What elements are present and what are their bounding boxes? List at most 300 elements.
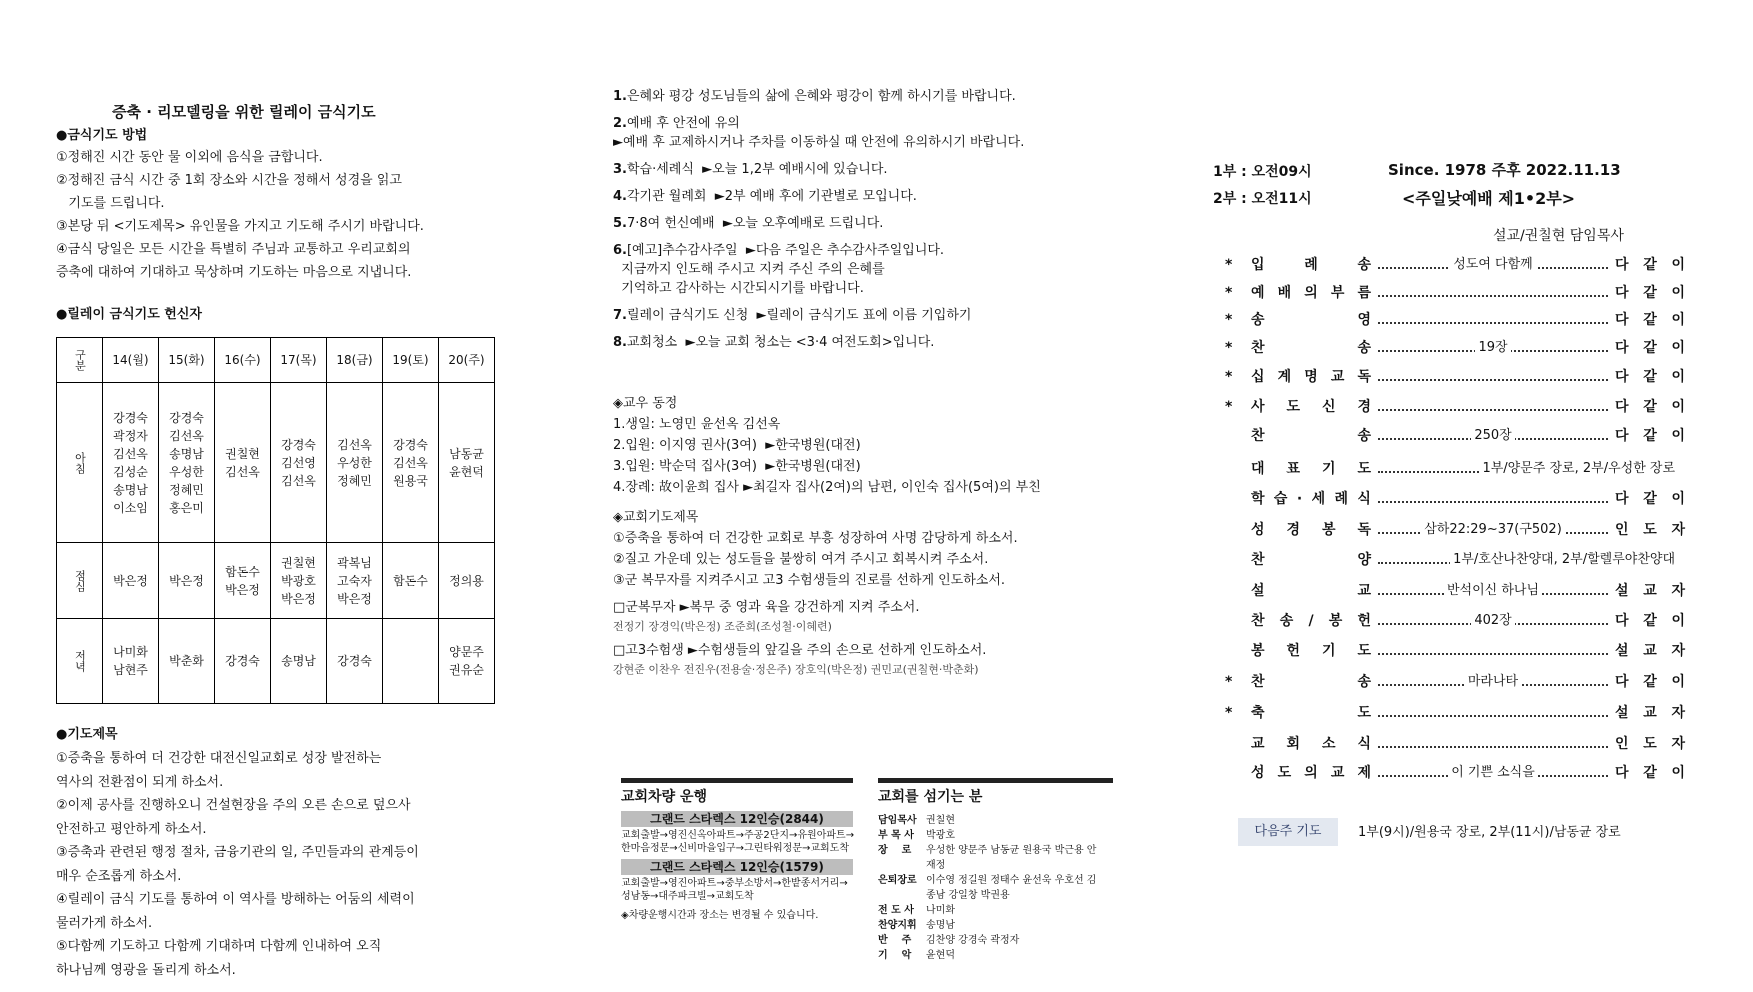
spaced-char: 같 [1643, 312, 1657, 328]
spaced-char: 교 [1643, 583, 1657, 599]
volunteer-name: 강경숙 [113, 410, 148, 425]
prayer-line: 매우 순조롭게 하소서. [56, 868, 182, 884]
volunteer-name: 박은정 [337, 591, 372, 606]
order-content-text: 마라나타 [1465, 674, 1521, 689]
table-cell [383, 619, 439, 704]
spaced-char: 도 [1643, 736, 1657, 752]
servant-names: 종남 강일창 박권용 [926, 890, 1010, 901]
order-row [1225, 637, 1685, 665]
spaced-char: 자 [1671, 705, 1685, 721]
order-item [1251, 422, 1371, 450]
announcement-item [613, 333, 1133, 352]
news-heading: ◈교우 동정 [613, 396, 678, 411]
order-item [1251, 363, 1371, 391]
spaced-char: 다 [1615, 765, 1629, 781]
spaced-char: 인 [1615, 522, 1629, 538]
table-cell [439, 619, 495, 704]
announcements [613, 87, 1133, 360]
volunteer-name: 박은정 [169, 573, 204, 588]
table-row [57, 543, 495, 619]
leader-dots [1378, 730, 1608, 748]
announcement-item [613, 187, 1133, 206]
order-row [1225, 279, 1685, 307]
announcement-number: 3. [613, 162, 627, 177]
servant-names: 권칠현 [926, 815, 955, 826]
church-prayer-line: ①증축을 통하여 더 건강한 교회로 부흥 성장하여 사명 감당하게 하소서. [613, 531, 1018, 546]
order-person [1615, 363, 1685, 391]
relay-heading: ●릴레이 금식기도 헌신자 [56, 307, 202, 322]
spaced-char: 예 [1251, 285, 1265, 301]
servant-role: 담임목사 [878, 815, 917, 826]
spaced-char: 다 [1615, 491, 1629, 507]
volunteer-name: 양문주 [449, 645, 484, 659]
servant-row [878, 918, 1113, 933]
announcement-line [613, 114, 1133, 133]
exam-title: □고3수험생 ►수험생들의 앞길을 주의 손으로 선하게 인도하소서. [613, 643, 987, 658]
spaced-char: 다 [1615, 285, 1629, 301]
time-1: 1부 : 오전09시 [1213, 164, 1312, 180]
volunteer-name: 강경숙 [337, 654, 372, 668]
table-cell [215, 383, 271, 543]
order-content [1378, 577, 1608, 605]
servants-heading: 교회를 섬기는 분 [878, 789, 983, 805]
volunteer-name: 권칠현 [225, 446, 260, 461]
order-row [1225, 485, 1685, 513]
spaced-char: 교 [1330, 765, 1345, 781]
table-cell [327, 543, 383, 619]
servant-row [878, 813, 1113, 828]
order-content-text: 402장 [1471, 613, 1514, 628]
servant-names: 우성한 양문주 남동균 원용국 박근용 안 [926, 845, 1097, 856]
spaced-char: 같 [1643, 428, 1657, 444]
volunteer-name: 송명남 [113, 482, 148, 497]
servant-row [878, 858, 1113, 873]
church-prayer-line: ③군 복무자를 지켜주시고 고3 수험생들의 진로를 선하게 인도하소서. [613, 573, 1006, 588]
vehicle-header-bar [621, 778, 853, 783]
route2-line: 성남동→대주파크빌→교회도착 [621, 891, 754, 902]
order-person [1615, 607, 1685, 635]
spaced-char: / [1308, 613, 1314, 629]
military-title: □군복무자 ►복무 중 영과 육을 강건하게 지켜 주소서. [613, 600, 920, 615]
volunteer-name: 박은정 [113, 573, 148, 588]
order-content [1378, 759, 1608, 787]
row-label: 저녁 [57, 619, 103, 704]
order-row [1225, 306, 1685, 334]
prayer-line: 안전하고 평안하게 하소서. [56, 821, 207, 837]
announcement-line [613, 187, 1133, 206]
order-row [1225, 393, 1685, 421]
leader-dots [1378, 699, 1608, 717]
order-content-text: 반석이신 하나님 [1444, 583, 1542, 598]
spaced-char: · [1296, 491, 1303, 507]
fasting-title: 증축 · 리모델링을 위한 릴레이 금식기도 [112, 103, 376, 121]
order-content [1378, 334, 1608, 362]
volunteer-name: 권칠현 [281, 555, 316, 570]
vehicle-heading: 교회차량 운행 [621, 789, 708, 805]
servant-row [878, 828, 1113, 843]
order-item [1251, 455, 1371, 483]
spaced-char: 다 [1615, 674, 1629, 690]
spaced-char: 회 [1286, 736, 1301, 752]
spaced-char: 찬 [1251, 340, 1265, 356]
order-person [1615, 251, 1685, 279]
order-row [1225, 668, 1685, 696]
servants-list [878, 813, 1113, 963]
order-person [1615, 699, 1685, 727]
volunteer-name: 송명남 [281, 654, 316, 668]
announcement-number: 5. [613, 216, 627, 231]
servant-row [878, 843, 1113, 858]
announcement-text: 학습·세례식 ►오늘 1,2부 예배시에 있습니다. [626, 162, 888, 177]
servant-names: 재정 [926, 860, 946, 871]
table-cell [327, 619, 383, 704]
order-person [1615, 393, 1685, 421]
spaced-char: 다 [1615, 428, 1629, 444]
route2-line: 교회출발→영진아파트→중부소방서→한밭종서거리→ [621, 878, 848, 889]
spaced-char: 인 [1615, 736, 1629, 752]
servant-role: 반 주 [878, 935, 912, 946]
table-row [57, 619, 495, 704]
volunteer-name: 정혜민 [337, 473, 372, 488]
spaced-char: 례 [1304, 257, 1318, 273]
leader-dots [1378, 393, 1608, 411]
spaced-char: 설 [1615, 583, 1629, 599]
spaced-char: 이 [1671, 765, 1685, 781]
order-row [1225, 334, 1685, 362]
vehicle-note: ◈차량운행시간과 장소는 변경될 수 있습니다. [621, 910, 819, 921]
spaced-char: 기 [1321, 461, 1336, 477]
order-content [1378, 455, 1678, 483]
table-cell [271, 619, 327, 704]
order-row [1225, 730, 1685, 758]
volunteer-name: 송명남 [169, 446, 204, 461]
volunteer-name: 정의용 [449, 573, 484, 588]
announcement-line [613, 160, 1133, 179]
news-line: 1.생일: 노영민 윤선옥 김선옥 [613, 417, 781, 432]
table-cell [103, 619, 159, 704]
servant-row [878, 873, 1113, 888]
next-prayer-label: 다음주 기도 [1238, 818, 1338, 846]
table-cell [103, 383, 159, 543]
spaced-char: 다 [1615, 257, 1629, 273]
spaced-char: 기 [1321, 643, 1336, 659]
volunteer-name: 고숙자 [337, 573, 372, 588]
day-header: 15(화) [159, 338, 215, 383]
spaced-char: 경 [1357, 399, 1371, 415]
order-item [1251, 393, 1371, 421]
route1-line: 한마음정문→신비마을입구→그린타워정문→교회도착 [621, 843, 849, 854]
spaced-char: 헌 [1286, 643, 1301, 659]
order-row [1225, 363, 1685, 391]
order-content-text: 19장 [1475, 340, 1510, 355]
order-row [1225, 759, 1685, 787]
volunteer-name: 김선옥 [225, 464, 260, 479]
spaced-char: 제 [1357, 765, 1371, 781]
order-item [1251, 668, 1371, 696]
servant-role: 기 악 [878, 950, 912, 961]
announcement-number: 2. [613, 116, 627, 131]
spaced-char: 도 [1357, 705, 1371, 721]
spaced-char: 습 [1273, 491, 1288, 507]
announcement-sub: ►예배 후 교제하시거나 주차를 이동하실 때 안전에 유의하시기 바랍니다. [613, 135, 1025, 150]
volunteer-name: 박춘화 [169, 654, 204, 668]
spaced-char: 찬 [1251, 552, 1265, 568]
time-2: 2부 : 오전11시 [1213, 191, 1312, 207]
spaced-char: 례 [1334, 491, 1349, 507]
day-header: 14(월) [103, 338, 159, 383]
spaced-char: 자 [1671, 643, 1685, 659]
spaced-char: 도 [1277, 765, 1292, 781]
prayer-line: ④릴레이 금식 기도를 통하여 이 역사를 방해하는 어둠의 세력이 [56, 892, 415, 907]
table-cell [103, 543, 159, 619]
order-row [1225, 516, 1685, 544]
prayer-line: ③증축과 관련된 행정 절차, 금융기관의 일, 주민들과의 관계등이 [56, 845, 419, 860]
servant-role: 장 로 [878, 845, 912, 856]
preacher: 설교/권칠현 담임목사 [1493, 228, 1624, 244]
volunteer-name: 김선옥 [337, 437, 372, 452]
spaced-char: 계 [1277, 369, 1292, 385]
servant-names: 송명남 [926, 920, 955, 931]
day-header: 16(수) [215, 338, 271, 383]
bus2-label: 그랜드 스타렉스 12인승(1579) [621, 859, 853, 875]
spaced-char: 이 [1671, 613, 1685, 629]
volunteer-name: 함돈수 [225, 564, 260, 579]
spaced-char: 교 [1643, 643, 1657, 659]
announcement-text: 예배 후 안전에 유의 [626, 116, 740, 131]
method-line: 증축에 대하여 기대하고 묵상하며 기도하는 마음으로 지냅니다. [56, 265, 412, 280]
order-item [1251, 516, 1371, 544]
spaced-char: 자 [1671, 736, 1685, 752]
order-person [1615, 334, 1685, 362]
spaced-char: 다 [1615, 613, 1629, 629]
order-item [1251, 637, 1371, 665]
servant-row [878, 948, 1113, 963]
volunteer-name: 곽복님 [337, 555, 372, 570]
spaced-char: 입 [1251, 257, 1265, 273]
announcement-text: [예고]추수감사주일 ►다음 주일은 추수감사주일입니다. [626, 243, 945, 258]
order-person [1615, 668, 1685, 696]
spaced-char: 송 [1357, 340, 1371, 356]
order-item [1251, 759, 1371, 787]
announcement-text: 7·8여 헌신예배 ►오늘 오후예배로 드립니다. [626, 216, 884, 231]
leader-dots [1378, 637, 1608, 655]
spaced-char: 세 [1311, 491, 1326, 507]
table-cell [327, 383, 383, 543]
spaced-char: 자 [1671, 522, 1685, 538]
spaced-char: 성 [1251, 522, 1265, 538]
spaced-char: 설 [1615, 643, 1629, 659]
servant-names: 박광호 [926, 830, 955, 841]
announcement-sub: 기억하고 감사하는 시간되시기를 바랍니다. [613, 281, 864, 296]
prayer-line: ①증축을 통하여 더 건강한 대전신일교회로 성장 발전하는 [56, 751, 382, 766]
spaced-char: 름 [1357, 285, 1371, 301]
prayer-line: 물러가게 하소서. [56, 915, 153, 931]
order-item [1251, 730, 1371, 758]
spaced-char: 같 [1643, 285, 1657, 301]
order-person [1615, 516, 1685, 544]
order-content-text: 1부/호산나찬양대, 2부/할렐루야찬양대 [1450, 552, 1678, 567]
servants-box [878, 778, 1113, 963]
church-prayer-list [613, 528, 1018, 591]
table-cell [439, 383, 495, 543]
volunteer-name: 박광호 [281, 573, 316, 588]
table-cell [215, 619, 271, 704]
spaced-char: 교 [1643, 705, 1657, 721]
spaced-char: 이 [1671, 257, 1685, 273]
volunteer-name: 우성한 [337, 455, 372, 470]
spaced-char: 다 [1615, 312, 1629, 328]
order-person [1615, 485, 1685, 513]
table-cell [383, 543, 439, 619]
standing-mark: * [1225, 369, 1233, 385]
spaced-char: 양 [1357, 552, 1371, 568]
volunteer-name: 강경숙 [225, 654, 260, 668]
church-prayer-line: ②질고 가운데 있는 성도들을 불쌍히 여겨 주시고 회복시켜 주소서. [613, 552, 989, 567]
order-content-text: 성도여 다함께 [1450, 257, 1535, 272]
announcement-number: 4. [613, 189, 627, 204]
bus1-label: 그랜드 스타렉스 12인승(2844) [621, 811, 853, 827]
order-row [1225, 251, 1685, 279]
announcement-number: 7. [613, 308, 627, 323]
volunteer-name: 남동균 [449, 446, 484, 461]
volunteer-name: 남현주 [113, 663, 148, 677]
spaced-char: 설 [1615, 705, 1629, 721]
spaced-char: 학 [1251, 491, 1265, 507]
spaced-char: 식 [1357, 491, 1371, 507]
servant-names: 이수영 정길원 정태수 윤선욱 우호선 김 [926, 875, 1097, 886]
announcement-line [613, 87, 1133, 106]
order-person [1615, 306, 1685, 334]
relay-table [56, 337, 495, 704]
announcement-line [613, 214, 1133, 233]
spaced-char: 같 [1643, 399, 1657, 415]
spaced-char: 같 [1643, 765, 1657, 781]
spaced-char: 교 [1330, 369, 1345, 385]
day-header: 20(주) [439, 338, 495, 383]
announcement-item [613, 241, 1133, 298]
spaced-char: 도 [1357, 643, 1371, 659]
announcement-text: 릴레이 금식기도 신청 ►릴레이 금식기도 표에 이름 기입하기 [626, 308, 972, 323]
spaced-char: 이 [1671, 491, 1685, 507]
order-person [1615, 577, 1685, 605]
leader-dots [1378, 279, 1608, 297]
volunteer-name: 김선옥 [393, 455, 428, 470]
day-header: 19(토) [383, 338, 439, 383]
order-person [1615, 730, 1685, 758]
order-content-text: 이 기쁜 소식을 [1448, 765, 1538, 780]
volunteer-name: 박은정 [225, 582, 260, 597]
spaced-char: 송 [1357, 674, 1371, 690]
order-person [1615, 759, 1685, 787]
spaced-char: 같 [1643, 613, 1657, 629]
table-cell [159, 543, 215, 619]
spaced-char: 송 [1357, 257, 1371, 273]
servant-row [878, 933, 1113, 948]
announcement-line [613, 241, 1133, 260]
military-names: 전정기 장경익(박은정) 조준희(조성철·이혜련) [613, 620, 832, 633]
table-cell [271, 543, 327, 619]
spaced-char: 의 [1304, 285, 1318, 301]
announcement-sub: 지금까지 인도해 주시고 지켜 주신 주의 은혜를 [613, 262, 885, 277]
volunteer-name: 권유순 [449, 663, 484, 677]
since-date: Since. 1978 주후 2022.11.13 [1388, 161, 1621, 179]
table-corner: 구분 [57, 338, 103, 383]
spaced-char: 같 [1643, 491, 1657, 507]
service-title: <주일낮예배 제1•2부> [1402, 189, 1576, 208]
method-line: ④금식 당일은 모든 시간을 특별히 주님과 교통하고 우리교회의 [56, 242, 411, 257]
order-item [1251, 279, 1371, 307]
spaced-char: 송 [1251, 312, 1265, 328]
leader-dots [1378, 485, 1608, 503]
servant-row [878, 888, 1113, 903]
spaced-char: 대 [1251, 461, 1265, 477]
volunteer-name: 강경숙 [393, 437, 428, 452]
order-item [1251, 251, 1371, 279]
order-content-text: 1부/양문주 장로, 2부/우성한 장로 [1479, 461, 1678, 476]
spaced-char: 도 [1286, 399, 1301, 415]
order-item [1251, 607, 1371, 635]
spaced-char: 봉 [1328, 613, 1343, 629]
servant-names: 윤현덕 [926, 950, 955, 961]
standing-mark: * [1225, 340, 1233, 356]
spaced-char: 다 [1615, 340, 1629, 356]
news-line: 2.입원: 이지영 권사(3여) ►한국병원(대전) [613, 438, 861, 453]
spaced-char: 찬 [1251, 613, 1265, 629]
standing-mark: * [1225, 674, 1233, 690]
spaced-char: 봉 [1321, 522, 1336, 538]
volunteer-name: 김선영 [281, 455, 316, 470]
spaced-char: 이 [1671, 399, 1685, 415]
order-person [1615, 637, 1685, 665]
volunteer-name: 곽정자 [113, 428, 148, 443]
row-label: 아침 [57, 383, 103, 543]
church-prayer-heading: ◈교회기도제목 [613, 510, 699, 525]
spaced-char: 같 [1643, 369, 1657, 385]
spaced-char: 명 [1304, 369, 1318, 385]
order-row [1225, 607, 1685, 635]
servant-role: 찬양지휘 [878, 920, 917, 931]
volunteer-name: 원용국 [393, 473, 428, 488]
next-prayer-text: 1부(9시)/원용국 장로, 2부(11시)/남동균 장로 [1358, 825, 1621, 840]
spaced-char: 송 [1357, 428, 1371, 444]
announcement-number: 1. [613, 89, 627, 104]
method-line: ③본당 뒤 <기도제목> 유인물을 가지고 기도해 주시기 바랍니다. [56, 219, 424, 234]
method-line: 기도를 드립니다. [56, 196, 165, 211]
prayer-line: ②이제 공사를 진행하오니 건설현장을 주의 오른 손으로 덮으사 [56, 798, 411, 813]
announcement-item [613, 306, 1133, 325]
announcement-text: 교회청소 ►오늘 교회 청소는 <3·4 여전도회>입니다. [626, 335, 935, 350]
spaced-char: 다 [1615, 399, 1629, 415]
volunteer-name: 이소임 [113, 500, 148, 515]
order-item [1251, 699, 1371, 727]
spaced-char: 이 [1671, 312, 1685, 328]
spaced-char: 십 [1251, 369, 1265, 385]
news-line: 4.장례: 故이윤희 집사 ►최길자 집사(2여)의 남편, 이인숙 집사(5여)의 부친 [613, 480, 1041, 495]
order-content-text: 250장 [1471, 428, 1514, 443]
leader-dots [1378, 363, 1608, 381]
spaced-char: 의 [1304, 765, 1318, 781]
spaced-char: 다 [1615, 369, 1629, 385]
prayer-line: 하나님께 영광을 돌리게 하소서. [56, 962, 236, 978]
servant-role: 은퇴장로 [878, 875, 917, 886]
leader-dots [1378, 306, 1608, 324]
volunteer-name: 김성순 [113, 464, 148, 479]
standing-mark: * [1225, 705, 1233, 721]
spaced-char: 이 [1671, 428, 1685, 444]
standing-mark: * [1225, 285, 1233, 301]
servant-names: 김찬양 강경숙 곽정자 [926, 935, 1020, 946]
announcement-text: 각기관 월례회 ►2부 예배 후에 기관별로 모입니다. [626, 189, 917, 204]
